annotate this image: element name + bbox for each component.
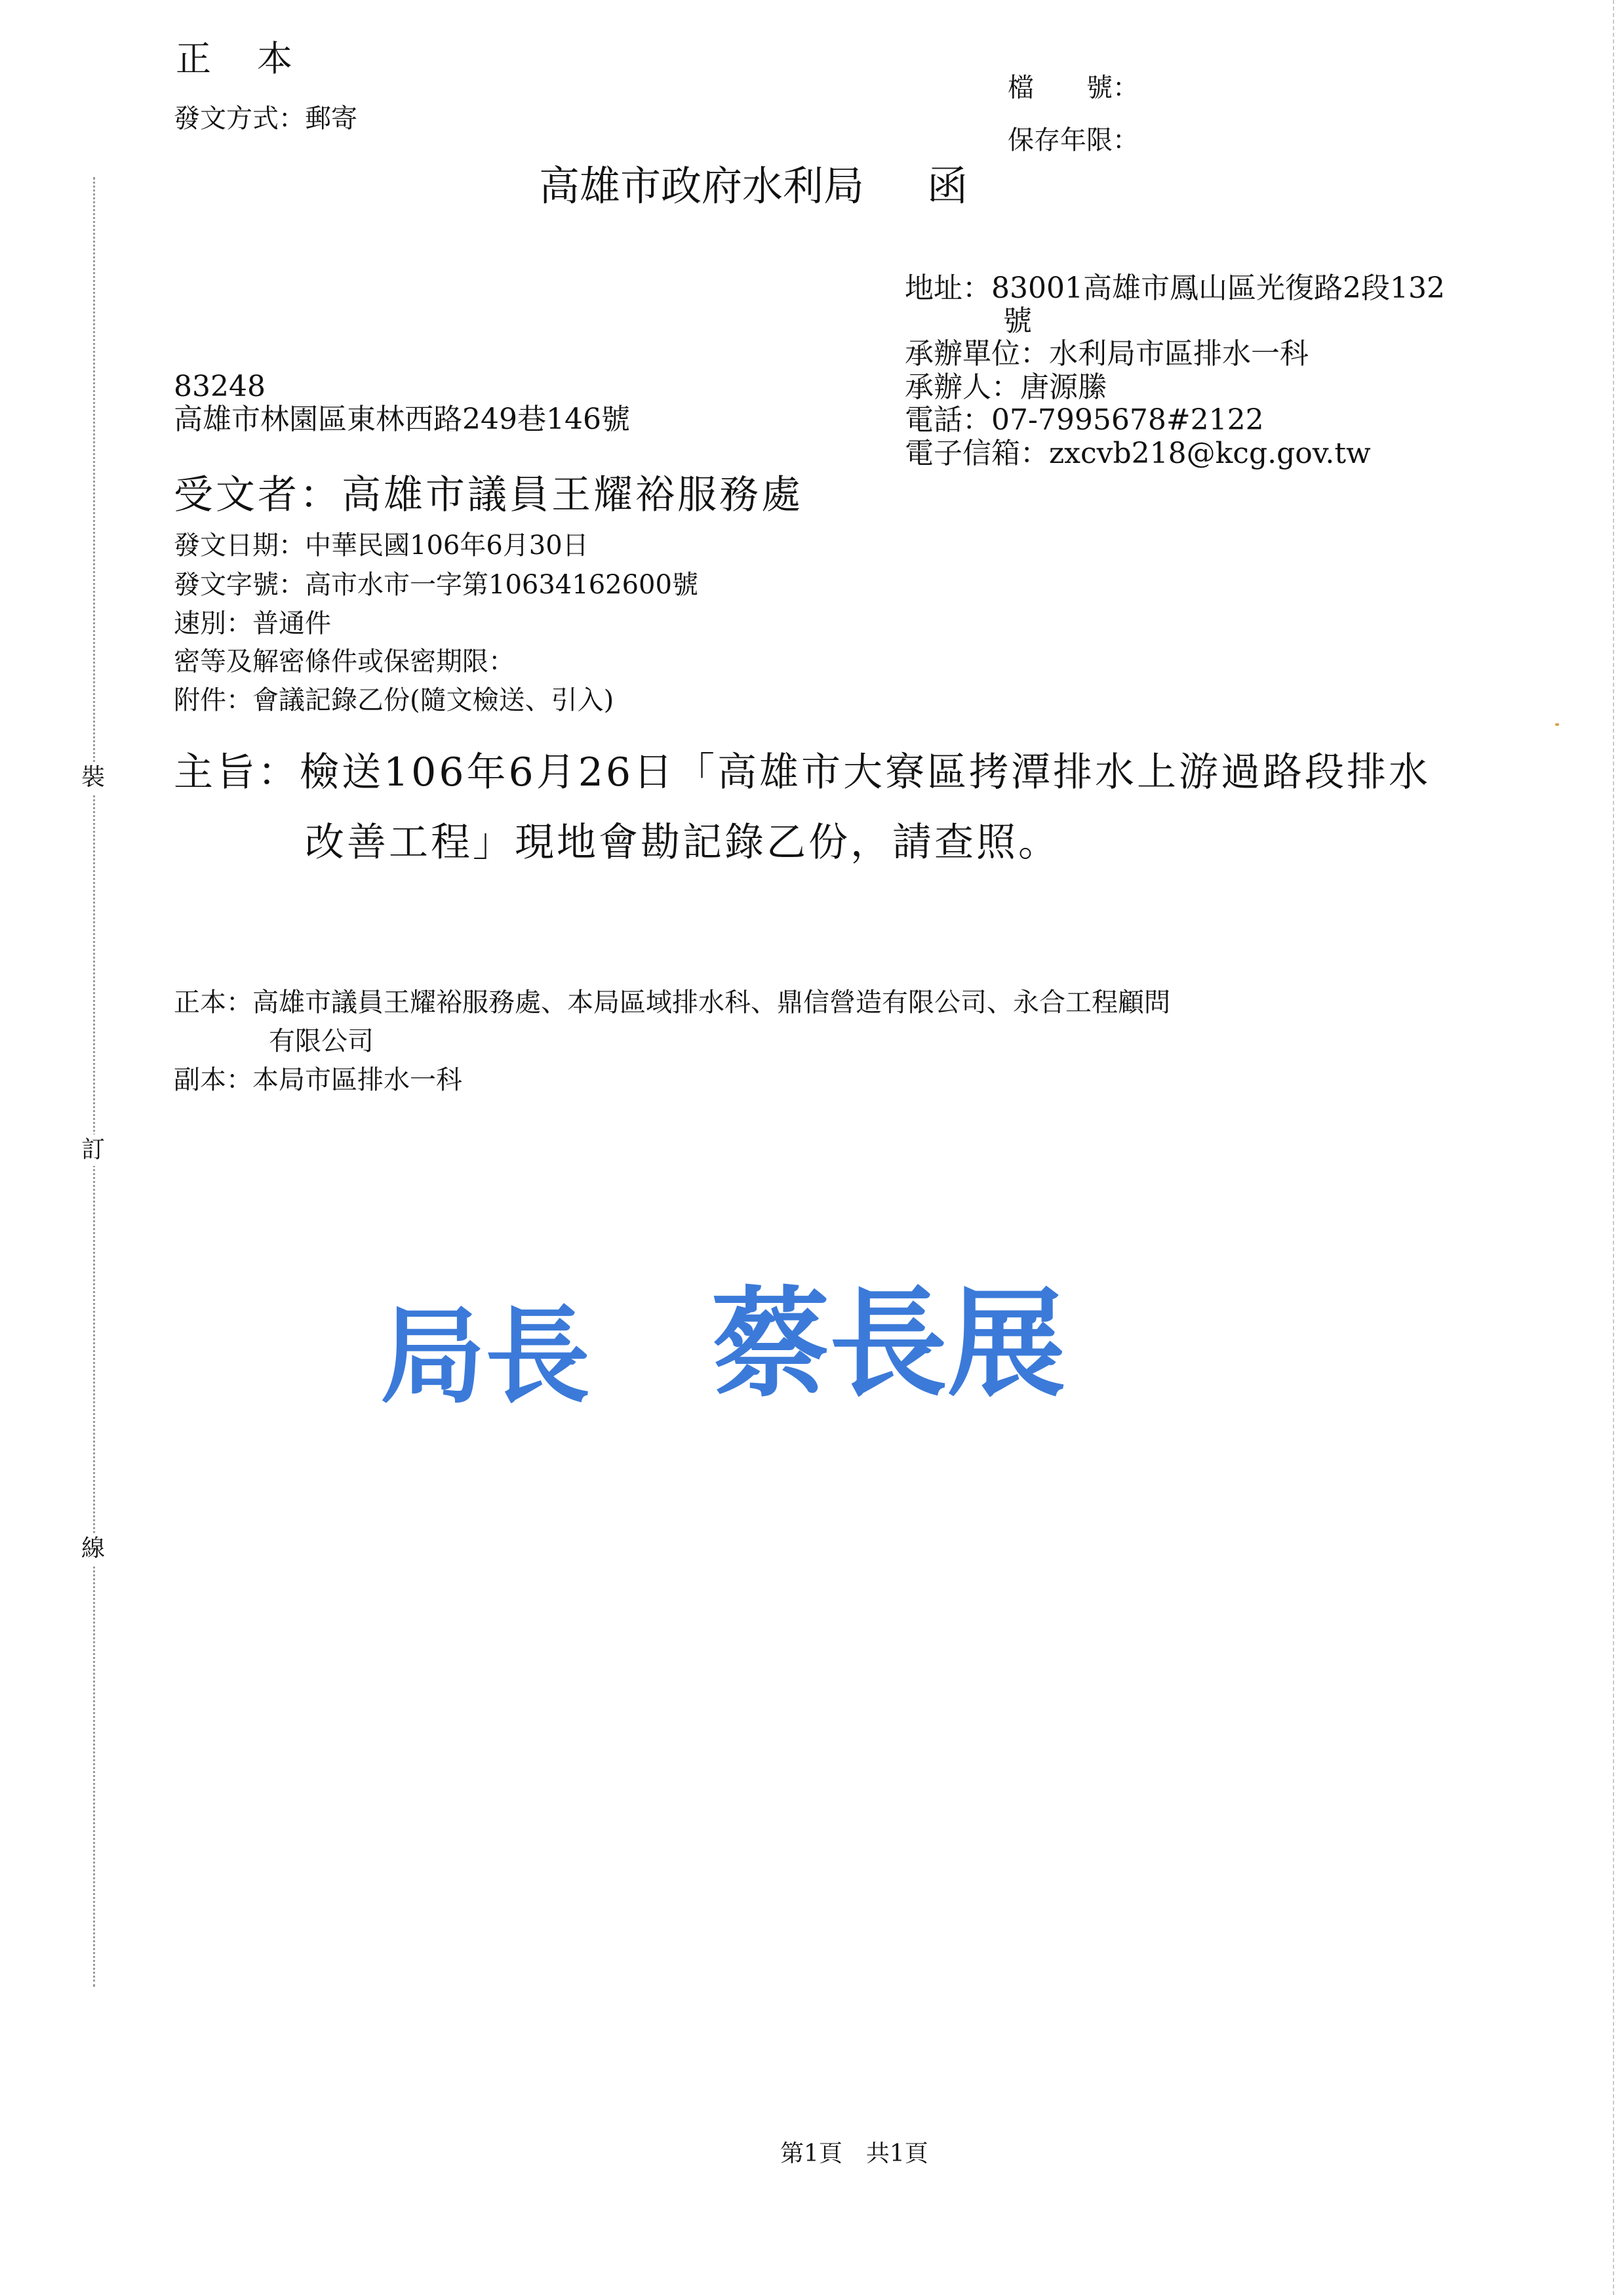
document-title [539,161,968,211]
send-method: 發文方式：郵寄 [174,104,357,134]
file-number-label: 檔 號： [1008,73,1139,103]
attachment: 附件：會議記錄乙份(隨文檢送、引入) [174,685,614,715]
copy-recipients: 副本：本局市區排水一科 [174,1065,462,1095]
sender-address: 地址：83001高雄市鳳山區光復路2段132 [905,271,1445,305]
recipient-address: 高雄市林園區東林西路249巷146號 [174,403,630,436]
recipient-name: 受文者：高雄市議員王耀裕服務處 [174,472,803,518]
original-recipients-cont: 有限公司 [269,1026,374,1056]
issue-date: 發文日期：中華民國106年6月30日 [174,530,589,561]
director-title-seal: 局長 [380,1294,591,1418]
binding-mark-ding: 訂 [81,1134,105,1166]
document-number: 發文字號：高市水市一字第10634162600號 [174,570,698,600]
original-recipients: 正本：高雄市議員王耀裕服務處、本局區域排水科、鼎信營造有限公司、永合工程顧問 [174,988,1170,1018]
binding-line [93,177,95,1987]
page-number: 第1頁 共1頁 [780,2140,928,2167]
agency-name: 高雄市政府水利局 [539,162,865,210]
copy-type-label: 正 本 [176,38,298,79]
scan-speck [1555,723,1559,726]
handler-name: 承辦人：唐源縢 [905,370,1107,404]
director-name-seal: 蔡長展 [711,1275,1066,1413]
subject-line-2: 改善工程」現地會勘記錄乙份，請查照。 [305,820,1060,866]
handling-unit: 承辦單位：水利局市區排水一科 [905,337,1309,370]
sender-address-cont: 號 [1003,304,1032,338]
sender-phone: 電話：07-7995678#2122 [905,403,1264,437]
delivery-speed: 速別：普通件 [174,609,331,639]
binding-mark-xian: 線 [81,1533,105,1565]
binding-mark-zhuang: 裝 [81,762,105,793]
secrecy-level: 密等及解密條件或保密期限： [174,647,515,677]
document-type: 函 [927,162,968,210]
recipient-postcode: 83248 [174,370,266,403]
sender-email: 電子信箱：zxcvb218@kcg.gov.tw [905,437,1371,470]
retention-period-label: 保存年限： [1008,125,1139,155]
scan-edge [1613,0,1614,2295]
subject-line-1: 主旨：檢送106年6月26日「高雄市大寮區拷潭排水上游過路段排水 [174,749,1431,795]
